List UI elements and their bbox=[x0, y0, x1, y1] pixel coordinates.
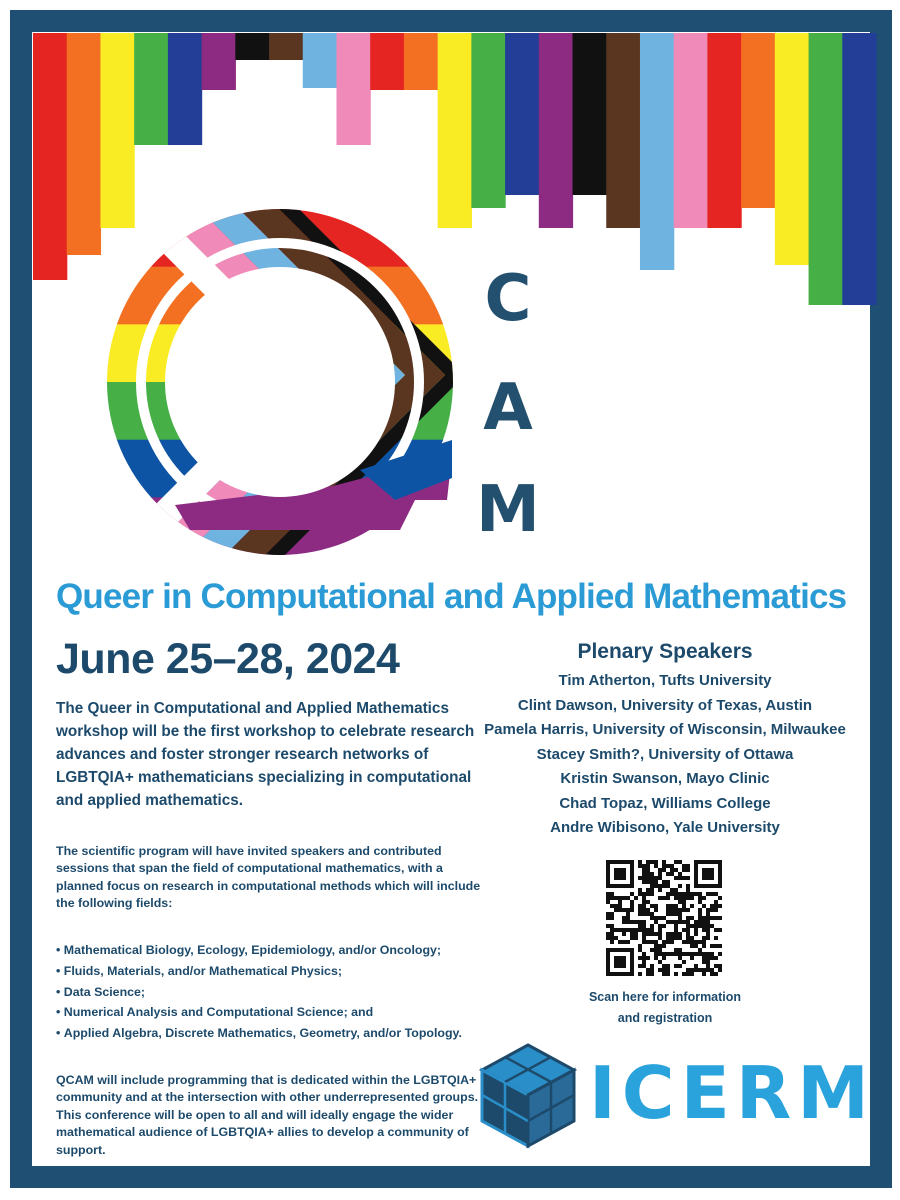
speaker-item: Kristin Swanson, Mayo Clinic bbox=[560, 770, 770, 787]
program-paragraph: The scientific program will have invited speakers and contributed sessions that span the field of computational mathematics, with a planned focus on research in computational methods which will include the following fields: bbox=[56, 844, 481, 911]
event-title: Queer in Computational and Applied Mathematics bbox=[56, 577, 847, 616]
list-item: • Mathematical Biology, Ecology, Epidemiology, and/or Oncology; bbox=[56, 940, 496, 961]
speaker-item: Stacey Smith?, University of Ottawa bbox=[536, 745, 794, 763]
qr-caption-line-2: and registration bbox=[617, 1011, 713, 1025]
speaker-item: Clint Dawson, University of Texas, Austin bbox=[517, 696, 813, 714]
icerm-cube-icon bbox=[482, 1045, 574, 1146]
cam-letter-a: A bbox=[483, 371, 533, 445]
list-item: • Data Science; bbox=[56, 982, 496, 1003]
plenary-heading: Plenary Speakers bbox=[577, 640, 753, 663]
list-item: • Fluids, Materials, and/or Mathematical Physics; bbox=[56, 961, 496, 982]
icerm-wordmark: ICERM bbox=[589, 1051, 875, 1135]
closing-paragraph: QCAM will include programming that is dedicated within the LGBTQIA+ community and at the intersection with other underrepresented groups. This conference will be open to all and will ideally engage the wider mathematical audience of LGBTQIA+ allies to develop a community of support. bbox=[56, 1073, 479, 1157]
cam-letter-c: C bbox=[484, 262, 532, 336]
event-date: June 25–28, 2024 bbox=[56, 635, 400, 683]
qr-caption-line-1: Scan here for information bbox=[588, 990, 742, 1004]
list-item: • Applied Algebra, Discrete Mathematics, Geometry, and/or Topology. bbox=[56, 1023, 496, 1044]
intro-paragraph: The Queer in Computational and Applied Mathematics workshop will be the first workshop to celebrate research advances and foster stronger research networks of LGBTQIA+ mathematicians specializing in computational and applied mathematics. bbox=[56, 700, 475, 809]
list-item: • Numerical Analysis and Computational Science; and bbox=[56, 1002, 496, 1023]
speaker-item: Andre Wibisono, Yale University bbox=[550, 819, 780, 836]
speaker-item: Chad Topaz, Williams College bbox=[559, 794, 771, 812]
speaker-item: Pamela Harris, University of Wisconsin, Milwaukee bbox=[484, 721, 846, 738]
speaker-item: Tim Atherton, Tufts University bbox=[558, 672, 772, 689]
cam-letter-m: M bbox=[476, 473, 540, 547]
